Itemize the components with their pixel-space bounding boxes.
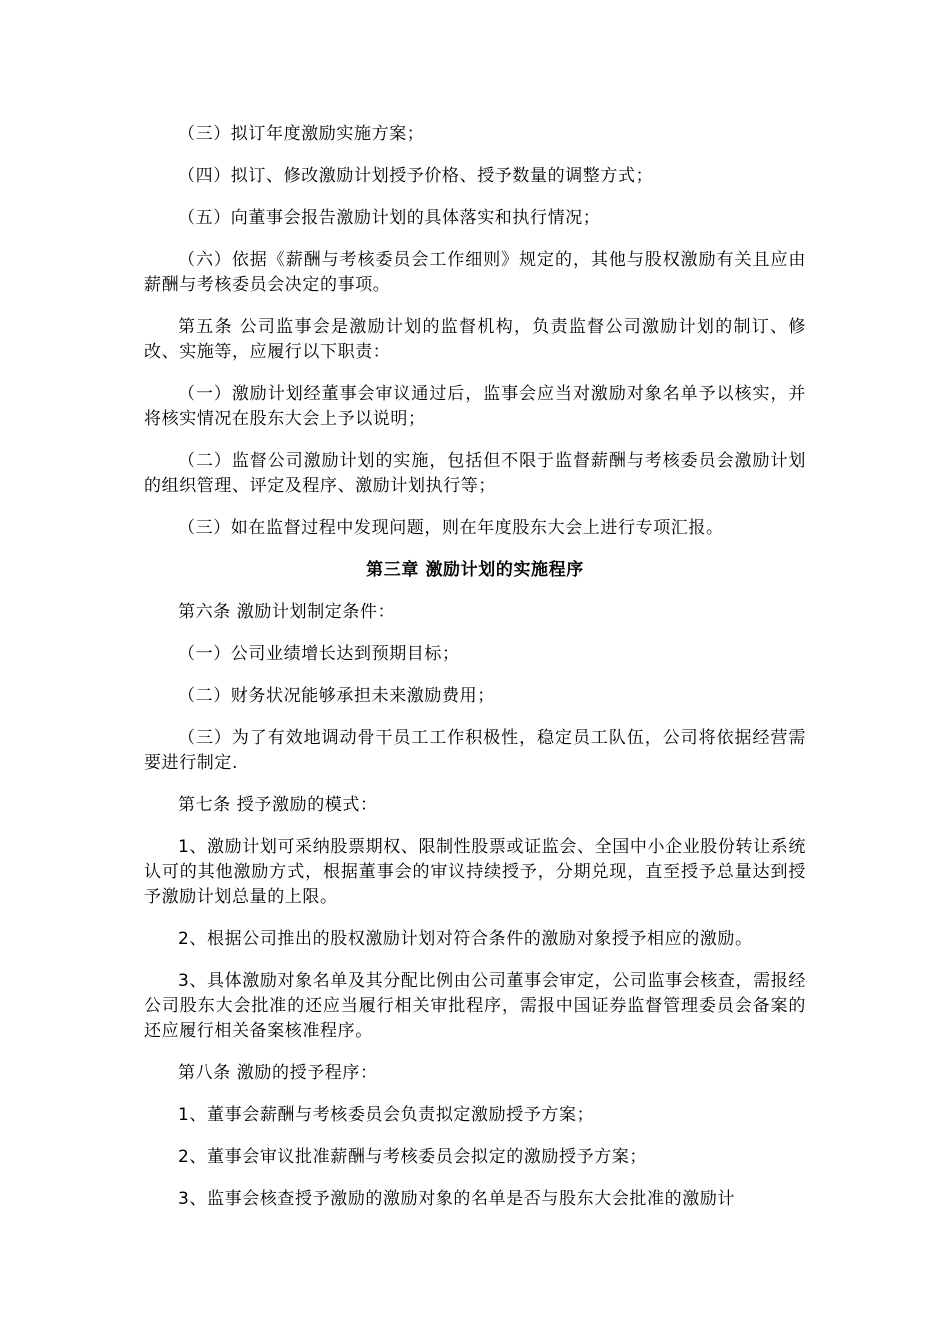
article-8: 第八条 激励的授予程序： bbox=[178, 1063, 378, 1083]
article-8-item-2: 2、董事会审议批准薪酬与考核委员会拟定的激励授予方案； bbox=[178, 1147, 648, 1167]
clause-5-report: （五）向董事会报告激励计划的具体落实和执行情况； bbox=[178, 208, 601, 228]
article-5: 第五条 公司监事会是激励计划的监督机构，负责监督公司激励计划的制订、修改、实施等，应履行以下职责： bbox=[144, 317, 806, 362]
article-5-item-3: （三）如在监督过程中发现问题，则在年度股东大会上进行专项汇报。 bbox=[178, 518, 724, 538]
article-8-item-1: 1、董事会薪酬与考核委员会负责拟定激励授予方案； bbox=[178, 1105, 595, 1125]
article-5-item-1: （一）激励计划经董事会审议通过后，监事会应当对激励对象名单予以核实，并将核实情况在股东大会上予以说明； bbox=[144, 384, 806, 429]
article-7-item-1: 1、激励计划可采纳股票期权、限制性股票或证监会、全国中小企业股份转让系统认可的其他激励方式，根据董事会的审议持续授予，分期兑现，直至授予总量达到授予激励计划总量的上限。 bbox=[144, 837, 806, 907]
article-8-item-3: 3、监事会核查授予激励的激励对象的名单是否与股东大会批准的激励计 bbox=[178, 1189, 736, 1209]
article-6-item-1: （一）公司业绩增长达到预期目标； bbox=[178, 644, 460, 664]
article-7: 第七条 授予激励的模式： bbox=[178, 795, 378, 815]
article-7-item-2: 2、根据公司推出的股权激励计划对符合条件的激励对象授予相应的激励。 bbox=[178, 929, 753, 949]
article-7-item-3: 3、具体激励对象名单及其分配比例由公司董事会审定，公司监事会核查，需报经公司股东大会批准的还应当履行相关审批程序，需报中国证券监督管理委员会备案的还应履行相关备案核准程序。 bbox=[144, 971, 806, 1041]
clause-6-other-matters: （六）依据《薪酬与考核委员会工作细则》规定的，其他与股权激励有关且应由薪酬与考核委员会决定的事项。 bbox=[144, 250, 806, 295]
chapter-heading: 第三章 激励计划的实施程序 bbox=[366, 560, 584, 580]
article-6-item-2: （二）财务状况能够承担未来激励费用； bbox=[178, 686, 495, 706]
article-6: 第六条 激励计划制定条件： bbox=[178, 602, 396, 622]
article-6-item-3: （三）为了有效地调动骨干员工工作积极性，稳定员工队伍，公司将依据经营需要进行制定. bbox=[144, 728, 806, 773]
document-body bbox=[144, 122, 806, 1229]
article-5-item-2: （二）监督公司激励计划的实施，包括但不限于监督薪酬与考核委员会激励计划的组织管理、评定及程序、激励计划执行等； bbox=[144, 451, 806, 496]
clause-3-annual-plan: （三）拟订年度激励实施方案； bbox=[178, 124, 425, 144]
clause-4-adjustment: （四）拟订、修改激励计划授予价格、授予数量的调整方式； bbox=[178, 166, 654, 186]
